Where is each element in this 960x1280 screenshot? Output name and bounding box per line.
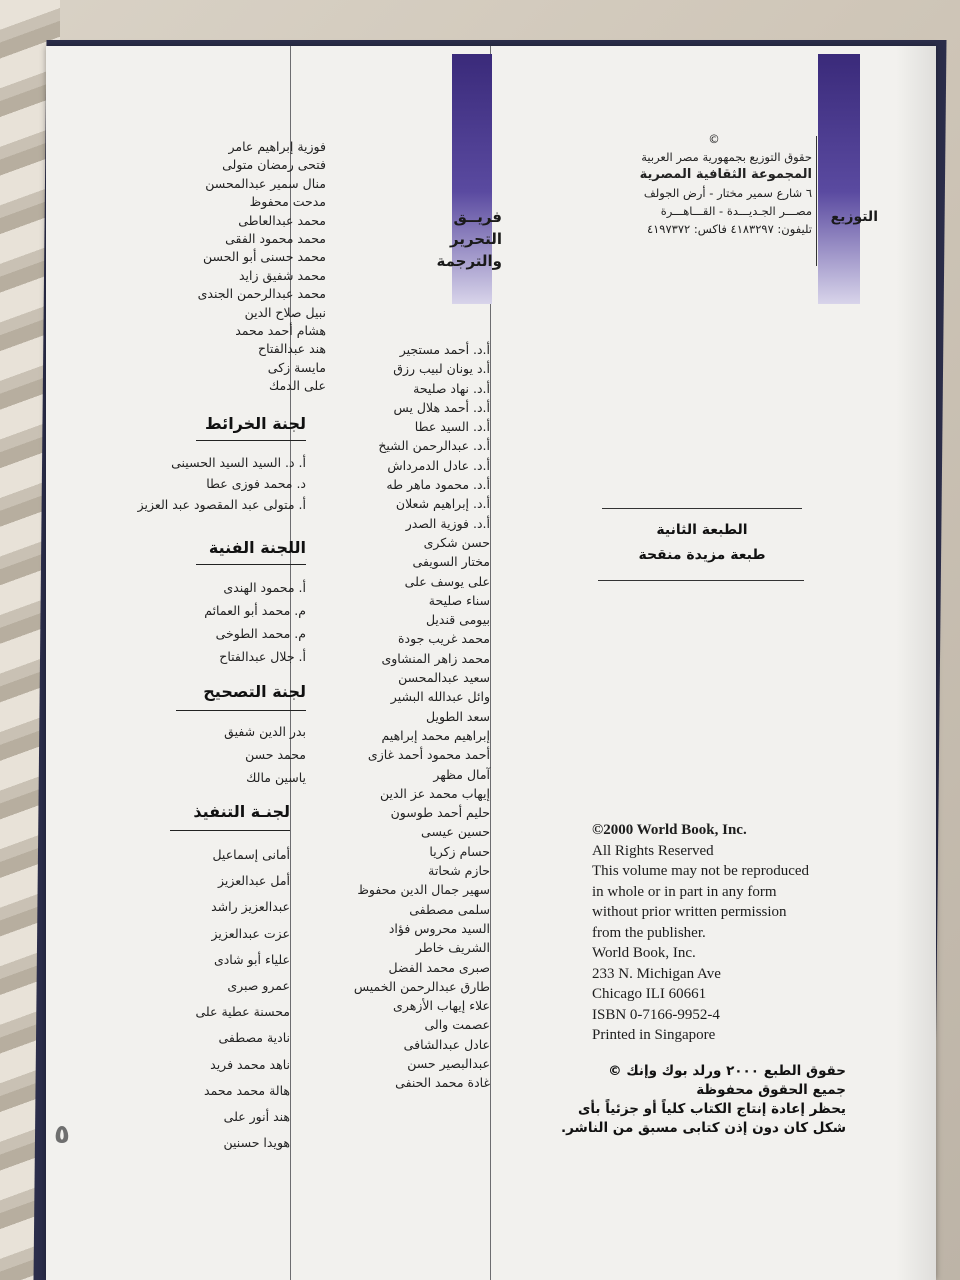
list-item: أ.د. إبراهيم شعلان [395,496,490,512]
list-item: حسام زكريا [429,843,490,859]
list-item: أ.د. محمود ماهر طه [386,477,490,493]
list-item: محمد عبدالعاطى [238,212,326,228]
list-item: أ.د. فوزية الصدر [405,515,490,531]
list-item: حازم شحاتة [428,863,490,879]
list-item: أ.د. السيد عطا [414,419,490,435]
list-item: على يوسف على [404,573,490,589]
list-item: طارق عبدالرحمن الخميس [353,978,490,994]
maps-committee-title: لجنة الخرائط [205,414,306,433]
copyright-line: World Book, Inc. [592,945,696,961]
list-item: هالة محمد محمد [204,1082,290,1098]
list-item: أ. محمود الهندى [223,580,306,595]
list-item: عبدالعزيز راشد [211,899,290,915]
distribution-line: ٦ شارع سمير مختار - أرض الجولف [643,186,812,200]
list-item: أ. جلال عبدالفتاح [219,649,306,664]
list-item: علياء أبو شادى [213,951,290,967]
copyright-line: Chicago ILI 60661 [592,986,707,1002]
list-item: بيومى قنديل [425,612,490,628]
list-item: أمانى إسماعيل [212,847,290,862]
list-item: مدحت محفوظ [249,194,326,210]
list-item: م. محمد أبو العمائم [204,603,306,618]
list-item: أ. متولى عبد المقصود عبد العزيز [137,497,306,512]
page-number: ٥ [54,1120,70,1150]
edition-rule-top [602,508,802,509]
list-item: محسنة عطية على [195,1004,290,1020]
list-item: نادية مصطفى [218,1030,290,1046]
list-item: أ.د يونان لبيب رزق [393,361,490,377]
list-item: إبراهيم محمد إبراهيم [381,727,490,743]
list-item: أمل عبدالعزيز [218,873,290,889]
list-item: محمد زاهر المنشاوى [381,650,490,666]
list-item: بدر الدين شفيق [224,724,306,739]
list-item: هشام أحمد محمد [235,323,326,339]
page-curl-shadow [896,46,936,1280]
list-item: أ.د. أحمد مستجير [399,342,490,357]
copyright-ar-line: حقوق الطبع ٢٠٠٠ ورلد بوك وإنك © [608,1063,846,1079]
list-item: محمد محمود الفقى [225,231,326,247]
copyright-ar-line: شكل كان دون إذن كتابى مسبق من الناشر. [561,1120,846,1136]
list-item: أحمد محمود أحمد غازى [367,747,490,763]
proofreading-committee-list [106,720,306,789]
list-item: هويدا حسنين [223,1135,290,1151]
editorial-members-list [106,138,326,396]
copyright-line: without prior written permission [592,904,787,920]
list-item: فتحى رمضان متولى [222,157,326,173]
list-item: حسين عيسى [421,824,490,840]
list-item: السيد محروس فؤاد [388,920,490,936]
copyright-line: Printed in Singapore [592,1027,716,1043]
distribution-line: مصـــر الجـديـــدة - القـــاهـــرة [660,204,812,218]
copyright-symbol: © [708,132,720,146]
section-rule [170,830,290,831]
list-item: د. محمد فوزى عطا [206,476,306,491]
copyright-line: This volume may not be reproduced [592,863,810,879]
distribution-band [818,54,860,304]
list-item: علاء إيهاب الأزهرى [393,998,490,1014]
list-item: مختار السويفى [412,554,490,570]
list-item: أ.د. نهاد صليحة [413,380,490,396]
edition-line: طبعة مزيدة منقحة [638,547,766,563]
copyright-ar-line: جميع الحقوق محفوظة [696,1082,846,1098]
list-item: غادة محمد الحنفى [395,1075,490,1091]
editorial-heading-line: فريــق [453,208,502,226]
list-item: أ.د. أحمد هلال يس [393,399,490,415]
list-item: م. محمد الطوخى [215,626,306,641]
list-item: حسن شكرى [423,534,490,550]
distribution-info [586,130,812,238]
list-item: محمد حسن [245,747,306,762]
list-item: عصمت والى [424,1017,490,1033]
proofreading-committee-title: لجنة التصحيح [203,682,306,701]
list-item: نبيل صلاح الدين [244,304,326,320]
list-item: محمد عبدالرحمن الجندى [197,286,326,302]
distribution-rule [816,136,817,266]
list-item: محمد شفيق زايد [238,267,326,283]
execution-committee-title: لجنـة التنفيذ [193,802,290,821]
distribution-line: حقوق التوزيع بجمهورية مصر العربية [641,150,812,164]
list-item: إيهاب محمد عز الدين [380,785,490,801]
copyright-line: 233 N. Michigan Ave [592,965,721,982]
editorial-members-list-middle [316,340,490,1093]
list-item: سناء صليحة [428,592,490,608]
list-item: فوزية إبراهيم عامر [228,139,326,154]
list-item: ناهد محمد فريد [210,1056,290,1072]
list-item: وائل عبدالله البشير [390,689,490,705]
distribution-publisher: المجموعة الثقافية المصرية [639,167,812,182]
list-item: أ.د. عادل الدمرداش [387,457,490,473]
copyright-line: from the publisher. [592,924,706,941]
list-item: عزت عبدالعزيز [211,925,290,941]
copyright-ar-line: يحظر إعادة إنتاج الكتاب كلياً أو جزئياً بأى [577,1101,846,1117]
edition-line: الطبعة الثانية [656,522,748,538]
execution-committee-list [106,842,290,1156]
distribution-phone: تليفون: ٤١٨٣٢٩٧ فاكس: ٤١٩٧٣٧٢ [646,222,812,236]
list-item: عبدالبصير حسن [407,1055,490,1071]
list-item: محمد غريب جودة [398,631,490,647]
list-item: آمال مظهر [433,766,490,782]
list-item: الشريف خاطر [415,940,490,956]
technical-committee-list [106,576,306,668]
section-rule [196,564,306,565]
technical-committee-title: اللجنة الفنية [208,538,306,557]
edition-info [602,518,802,568]
list-item: على الدمك [268,378,326,394]
list-item: مايسة زكى [267,359,326,375]
list-item: أ.د. عبدالرحمن الشيخ [378,438,490,454]
list-item: سلمى مصطفى [409,901,490,917]
section-rule [176,710,306,711]
copyright-line: in whole or in part in any form [592,883,777,900]
list-item: عادل عبدالشافى [403,1036,490,1052]
distribution-label: التوزيع [830,209,878,225]
copyright-line: All Rights Reserved [592,842,714,859]
list-item: هند أنور على [223,1109,290,1125]
list-item: حليم أحمد طوسون [390,805,490,821]
list-item: أ. د. السيد السيد الحسينى [171,455,306,470]
list-item: عمرو صبرى [227,978,290,994]
book-page [46,46,936,1280]
copyright-title: ©2000 World Book, Inc. [592,822,747,838]
list-item: صبرى محمد الفضل [388,959,490,975]
editorial-team-heading [436,206,502,272]
copyright-arabic [546,1062,846,1138]
list-item: منال سمير عبدالمحسن [205,175,326,191]
editorial-heading-line: التحرير [449,230,502,248]
list-item: هند عبدالفتاح [258,341,326,357]
list-item: سعد الطويل [426,708,490,724]
editorial-heading-line: والترجمة [436,252,502,270]
copyright-english [592,820,872,1046]
edition-rule-bottom [598,580,804,581]
list-item: محمد حسنى أبو الحسن [203,249,326,265]
list-item: سهير جمال الدين محفوظ [357,882,490,898]
section-rule [196,440,306,441]
list-item: ياسين مالك [246,770,306,785]
copyright-isbn: ISBN 0-7166-9952-4 [592,1006,720,1023]
maps-committee-list [106,452,306,515]
list-item: سعيد عبدالمحسن [398,670,490,686]
